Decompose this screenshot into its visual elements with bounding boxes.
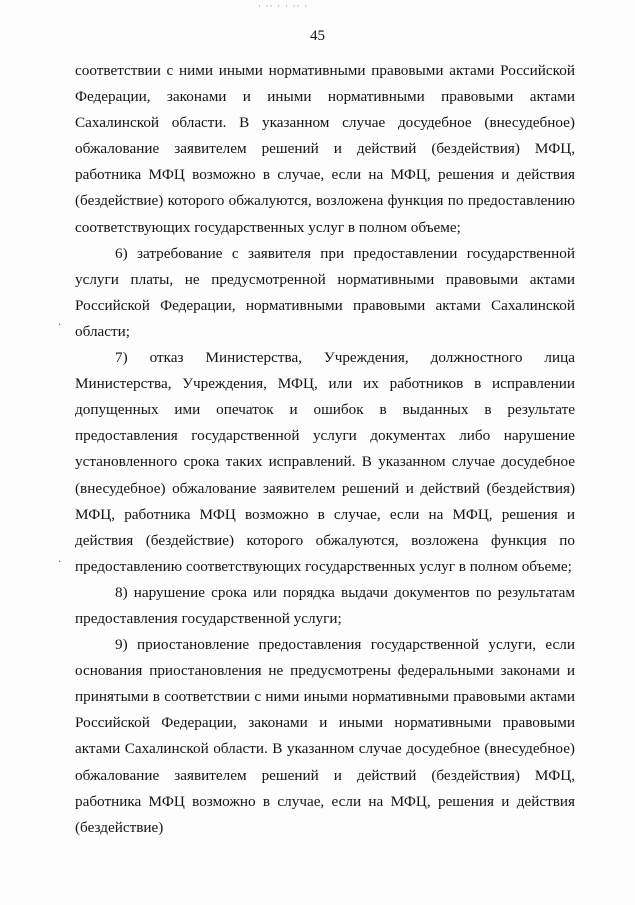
paragraph-item-6: 6) затребование с заявителя при предоставлении государственной услуги платы, не предусмотренной нормативными правовыми актами Российской Федерации, нормативными правовыми актами Сахалинской области; xyxy=(75,244,575,340)
paragraph-item-8: 8) нарушение срока или порядка выдачи документов по результатам предоставления государственной услуги; xyxy=(75,583,575,627)
paragraph-continuation: соответствии с ними иными нормативными правовыми актами Российской Федерации, законами и иными нормативными правовыми актами Сахалинской области. В указанном случае досудебное (внесудебное) обжалование заявителем решений и действий (бездействия) МФЦ, работника МФЦ возможно в случае, если на МФЦ, решения и действия (бездействие) которого обжалуются, возложена функция по предоставлению соответствующих государственных услуг в полном объеме; xyxy=(75,62,575,236)
paragraph-item-9: 9) приостановление предоставления государственной услуги, если основания приостановления не предусмотрены федеральными законами и принятыми в соответствии с ними иными нормативными правовыми актами Российской Федерации, законами и иными нормативными правовыми актами Сахалинской области. В указанном случае досудебное (внесудебное) обжалование заявителем решений и действий (бездействия) МФЦ, работника МФЦ возможно в случае, если на МФЦ, решения и действия (бездействие) xyxy=(75,636,575,836)
scan-artifact: · ·· · · ·· · xyxy=(258,2,309,12)
margin-artifact: · xyxy=(58,557,62,568)
page-number: 45 xyxy=(310,28,325,44)
document-body xyxy=(75,58,575,841)
margin-artifact: · xyxy=(58,320,62,331)
paragraph-item-7: 7) отказ Министерства, Учреждения, должностного лица Министерства, Учреждения, МФЦ, или их работников в исправлении допущенных ими опечаток и ошибок в выданных в результате предоставления государственной услуги документах либо нарушение установленного срока таких исправлений. В указанном случае досудебное (внесудебное) обжалование заявителем решений и действий (бездействия) МФЦ, работника МФЦ возможно в случае, если на МФЦ, решения и действия (бездействие) которого обжалуются, возложена функция по предоставлению соответствующих государственных услуг в полном объеме; xyxy=(75,349,575,575)
